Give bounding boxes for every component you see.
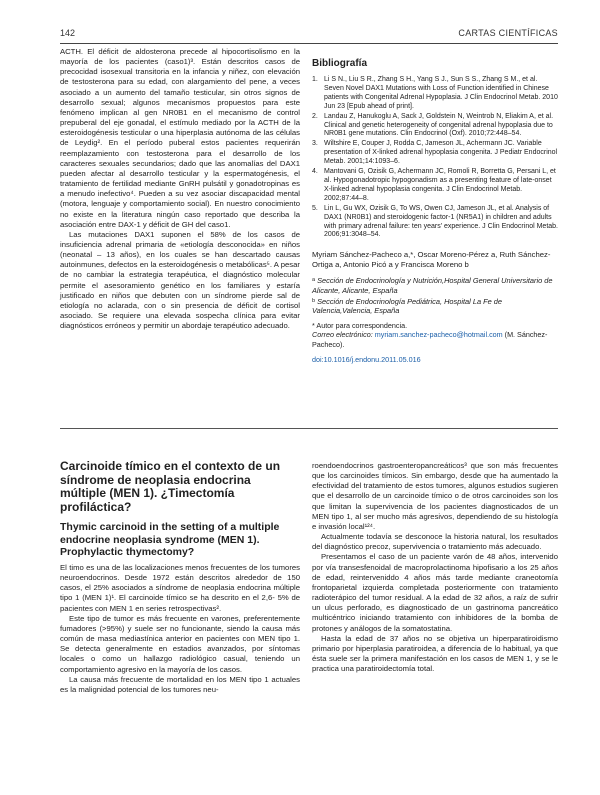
reference-item: 1. Li S N., Liu S R., Zhang S H., Yang S J., Sun S S., Zhang S M., et al. Seven Novel DAX1 Mutations with Loss of Function identified in Chinese patients with Congenital Adrenal Hypoplasia. J Clin Endocrinol Metab. 2010 Jun 23 [Epub ahead of print]. xyxy=(312,76,558,110)
reference-item: 4. Mantovani G, Ozisik G, Achermann JC, Romoli R, Borretta G, Persani L, et al. Hypogonadotropic hypogonadism as a presenting feature of late-onset X-linked adrenal hypoplasia congenita. J Clin Endocrinol Metab. 2002;87:44–8. xyxy=(312,168,556,202)
section-title: CARTAS CIENTÍFICAS xyxy=(458,28,558,38)
paragraph: Presentamos el caso de un paciente varón de 48 años, intervenido por vía transesfenoidal de macroprolactinoma hipofisario a los 25 años de edad, reinterveniddo 4 años más tarde mediante craneotomía frontoparietal izquierda completada posteriormente con tratamiento radioterápico del tumor residual. A la edad de 32 años, a raíz de sufrir un ulcus perforado, es diagnosticado de un gastrinoma pancreático multicéntrico iniciando tratamiento con inhibidores de la bomba de protones y análogos de la somatostatina. xyxy=(312,552,558,633)
article-title-en: Thymic carcinoid in the setting of a multiple endocrine neoplasia syndrome (MEN 1). Prophylactic thymectomy? xyxy=(60,521,280,559)
doi-link[interactable]: doi:10.1016/j.endonu.2011.05.016 xyxy=(312,355,421,365)
left-column-top xyxy=(60,47,300,331)
correspondence: * Autor para correspondencia. Correo electrónico: myriam.sanchez-pacheco@hotmail.com (M. Sánchez-Pacheco). xyxy=(312,321,548,349)
paragraph: ACTH. El déficit de aldosterona precede al hipocortisolismo en la mayoría de los pacientes (caso1)³. Están descritos casos de precocidad isosexual transitoria en la infancia y niñez, con elevación de testosterona para su edad, con alargamiento del pene, a veces asociado a un aumento del tamaño testicular, sin otros signos de desarrollo sexual; algunos mecanismos propuestos para este fenómeno implican al gen NR0B1 en el mecanismo de control prepuberal del eje gonadal, el estímulo mediado por la ACTH de la esteroidogénesis testicular o una hiperplasia autónoma de las células de Leydig². En el período puberal estos pacientes requerirán reemplazamiento con testosterona para el desarrollo de los caracteres sexuales secundarios; dado que las anomalías del DAX1 pueden afectar al desarrollo testicular y la espermatogénesis, el tratamiento de fertilidad mediante GnRH pulsátil y gonadotropinas es a menudo inefectivo⁴. Pueden a su vez asociar discapacidad mental (motora, lenguaje y comportamiento social). En nuestro conocimiento no existe en la literatura ningún caso reportado que describa la asociación entre DAX-1 y déficit de GH del caso1. xyxy=(60,47,300,229)
right-column-top xyxy=(312,62,558,365)
author-list: Myriam Sánchez-Pacheco a,*, Oscar Moreno-Pérez a, Ruth Sánchez-Ortiga a, Antonio Picó a y Francisca Moreno b xyxy=(312,250,551,270)
right-column-bottom xyxy=(312,461,558,674)
paragraph: Actualmente todavía se desconoce la historia natural, los resultados del diagnóstico precoz, supervivencia o tratamiento más adecuado. xyxy=(312,532,558,552)
page-header xyxy=(60,28,558,42)
left-column-bottom xyxy=(60,563,300,695)
header-rule xyxy=(60,43,558,44)
page-number: 142 xyxy=(60,28,76,38)
affiliation: $^a$ Sección de Endocrinología y Nutrición,Hospital General Universitario de Alicante, Alicante, España xyxy=(312,276,553,295)
paragraph: Este tipo de tumor es más frecuente en varones, preferentemente fumadores (>95%) y suele ser no funcionante, siendo la causa más común de masa mediastínica anterior en pacientes con MEN tipo 1. Se detecta generalmente en estadios avanzados, por síntomas locales o como un hallazgo radiológico casual, teniendo un comportamiento agresivo en la mayoría de los casos. xyxy=(60,613,300,674)
paragraph: El timo es una de las localizaciones menos frecuentes de los tumores neuroendocrinos. Desde 1972 están descritos alrededor de 150 casos, el 25% asociados a síndrome de neoplasia endocrina múltiple tipo 1 (MEN 1)¹. El carcinoide tímico se ha descrito en el 2,6- 5% de pacientes con MEN 1 en series retrospectivas². xyxy=(60,563,300,613)
reference-item: 2. Landau Z, Hanukoglu A, Sack J, Goldstein N, Weintrob N, Eliakim A, et al. Clinical and genetic heterogeneity of congenital adrenal hypoplasia due to NR0B1 gene mutations. Clin Endocrinol (Oxf). 2010;72:448–54. xyxy=(312,112,554,138)
article-divider xyxy=(60,428,558,429)
reference-list xyxy=(312,76,558,240)
paragraph: Las mutaciones DAX1 suponen el 58% de los casos de insuficiencia adrenal primaria de «etiología desconocida» en niños (neonatal – 13 años), en los cuales se han descartado causas autoinmunes, defectos en la esteroidogénesis o metabólicas⁵. A pesar de no cambiar la estrategia terapéutica, el diagnóstico molecular permite el asesoramiento genético en los familiares y estaría justificado en niños que debuten con un síndrome pierde sal de etiología no aclarada, con o sin presencia de déficit de cortisol asociado. Se requiere una elevada sospecha clínica para evitar diagnósticos erróneos y permitir un abordaje terapéutico adecuado. xyxy=(60,229,300,331)
paragraph: Hasta la edad de 37 años no se objetiva un hiperparatiroidismo primario por hiperplasia paratiroidea, a diferencia de lo habitual, ya que ésta suele ser la primera manifestación en los casos de MEN 1, y se le practica una paratiroidectomía total. xyxy=(312,633,558,674)
affiliation: $^b$ Sección de Endocrinología Pediátrica, Hospital La Fe de Valencia,Valencia, España xyxy=(312,296,503,315)
reference-item: 3. Wiltshire E, Couper J, Rodda C, Jameson JL, Achermann JC. Variable presentation of X-linked adrenal hypoplasia congenita. J Pediatr Endocrinol Metab. 2001;14:1093–6. xyxy=(312,140,558,166)
bibliography-heading: Bibliografía xyxy=(312,58,368,69)
article-title-es: Carcinoide tímico en el contexto de un síndrome de neoplasia endocrina múltiple (MEN 1). ¿Timectomía profiláctica? xyxy=(60,459,281,514)
reference-item: 5. Lin L, Gu WX, Ozisik G, To WS, Owen CJ, Jameson JL, et al. Analysis of DAX1 (NR0B1) and steroidogenic factor-1 (NR5A1) in children and adults with primary adrenal failure: ten years' experience. J Clin Endocrinol Metab. 2006;91:3048–54. xyxy=(312,204,559,239)
paragraph: La causa más frecuente de mortalidad en los MEN tipo 1 actuales es la malignidad potencial de los tumores neu- xyxy=(60,674,300,694)
paragraph: roendoendocrinos gastroenteropancreáticos³ que son más frecuentes que los carcinoides tímicos. Sin embargo, desde que ha aumentado la efectividad del tratamiento de estos tumores, algunos estudios sugieren que el desarrollo de un carcinoide tímico o de otros carcinoides son los que limitan la supervivencia de los pacientes diagnosticados de un MEN tipo 1, al ser mucho más agresivos, dependiendo de su histología e invasión local¹²⁴. xyxy=(312,461,558,531)
email-link[interactable]: myriam.sanchez-pacheco@hotmail.com xyxy=(374,330,503,340)
